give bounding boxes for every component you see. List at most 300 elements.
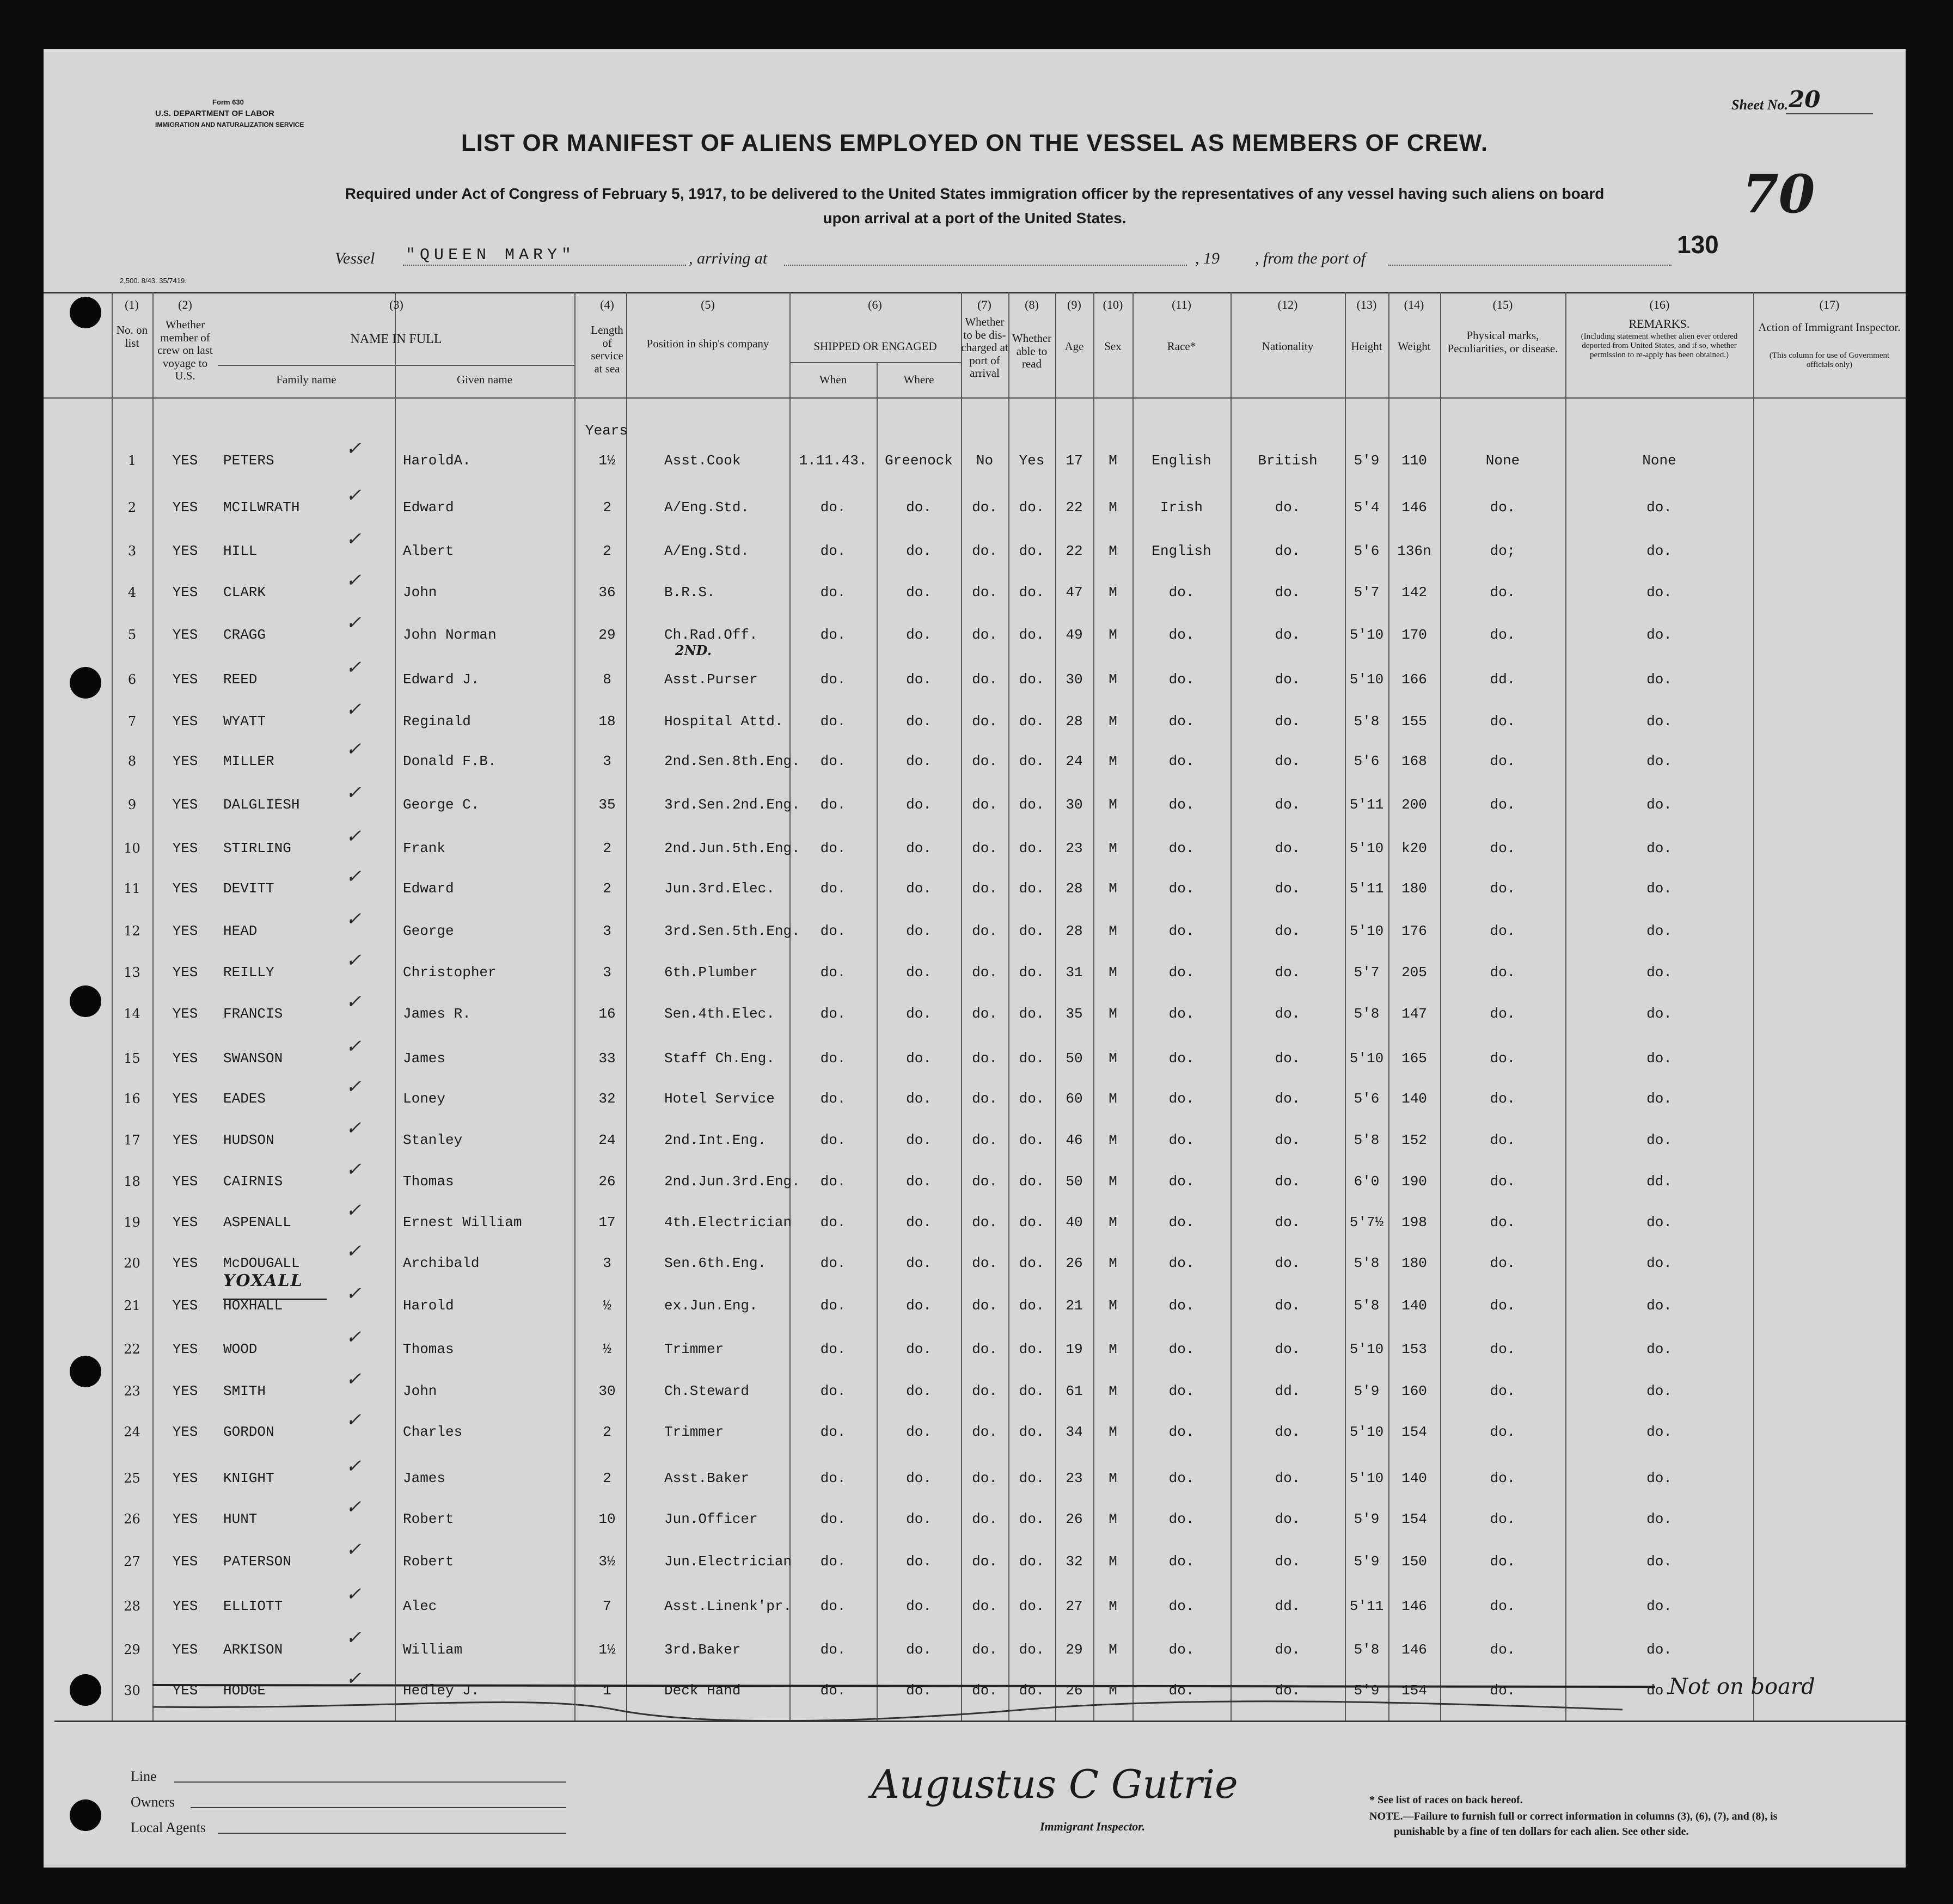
member-cell: YES <box>172 1511 198 1527</box>
row-number: 2 <box>127 500 137 515</box>
remarks-cell: do. <box>1646 1682 1672 1699</box>
hdr-remarks: REMARKS. <box>1628 317 1690 330</box>
position-cell: Sen.4th.Elec. <box>664 1006 775 1022</box>
check-mark-icon: ✓ <box>346 866 362 887</box>
when-cell: do. <box>820 1642 846 1658</box>
nationality-cell: do. <box>1275 1255 1301 1271</box>
length-cell: 2 <box>603 543 611 559</box>
hdr-able-read: Whether able to read <box>1012 332 1052 371</box>
hdr-given-name: Given name <box>456 373 513 386</box>
where-cell: do. <box>906 1682 932 1699</box>
page-number: 130 <box>1677 230 1719 259</box>
height-cell: 5'11 <box>1349 880 1384 897</box>
when-cell: do. <box>820 1598 846 1614</box>
height-cell: 5'4 <box>1354 499 1380 516</box>
race-cell: do. <box>1168 1511 1195 1527</box>
where-cell: do. <box>906 543 932 559</box>
length-cell: 32 <box>598 1091 616 1107</box>
age-cell: 61 <box>1066 1383 1083 1399</box>
race-cell: do. <box>1168 797 1195 813</box>
length-cell: 3 <box>603 923 611 939</box>
weight-cell: 168 <box>1401 753 1427 769</box>
length-cell: 10 <box>598 1511 616 1527</box>
race-cell: do. <box>1168 923 1195 939</box>
member-cell: YES <box>172 1470 198 1486</box>
race-cell: do. <box>1168 671 1195 688</box>
member-cell: YES <box>172 1091 198 1107</box>
length-cell: 2 <box>603 499 611 516</box>
family-name-cell: HUDSON <box>223 1132 274 1148</box>
member-cell: YES <box>172 1214 198 1230</box>
position-cell: Asst.Cook <box>664 452 741 469</box>
subtitle-line-2: upon arrival at a port of the United States. <box>823 210 1127 226</box>
family-name-cell: CLARK <box>223 584 266 601</box>
row-number: 22 <box>124 1342 140 1357</box>
check-mark-icon: ✓ <box>346 1539 362 1560</box>
row-number: 6 <box>127 672 137 687</box>
physical-cell: do. <box>1490 1297 1516 1314</box>
given-name-cell: Edward J. <box>403 671 480 688</box>
length-cell: 3 <box>603 753 611 769</box>
family-name-cell: HUNT <box>223 1511 258 1527</box>
remarks-cell: do. <box>1646 753 1672 769</box>
family-name-cell: WYATT <box>223 713 266 730</box>
row-number: 14 <box>124 1006 140 1021</box>
physical-cell: do. <box>1490 1424 1516 1440</box>
remarks-cell: None <box>1642 452 1676 469</box>
age-cell: 49 <box>1066 627 1083 643</box>
remarks-cell: do. <box>1646 1006 1672 1022</box>
position-cell: ex.Jun.Eng. <box>664 1297 758 1314</box>
when-cell: do. <box>820 584 846 601</box>
weight-cell: 160 <box>1401 1383 1427 1399</box>
column-number: (16) <box>1649 298 1670 311</box>
age-cell: 24 <box>1066 753 1083 769</box>
check-mark-icon: ✓ <box>346 1283 362 1305</box>
department: U.S. DEPARTMENT OF LABOR <box>155 109 274 118</box>
member-cell: YES <box>172 1050 198 1067</box>
nationality-cell: dd. <box>1275 1383 1301 1399</box>
family-name-cell: HOXHALL <box>223 1297 283 1314</box>
position-cell: A/Eng.Std. <box>664 543 750 559</box>
position-cell: 2nd.Jun.3rd.Eng. <box>664 1173 800 1190</box>
height-cell: 5'10 <box>1349 1470 1384 1486</box>
nationality-cell: do. <box>1275 671 1301 688</box>
discharged-cell: do. <box>972 880 997 897</box>
age-cell: 23 <box>1066 840 1083 856</box>
physical-cell: dd. <box>1490 671 1516 688</box>
row-number: 28 <box>124 1599 140 1614</box>
member-cell: YES <box>172 584 198 601</box>
vessel-name: "QUEEN MARY" <box>406 246 576 265</box>
column-number: (3) <box>389 298 403 311</box>
where-cell: do. <box>906 1050 932 1067</box>
given-name-cell: Reginald <box>403 713 471 730</box>
check-mark-icon: ✓ <box>346 1668 362 1689</box>
position-cell: 2nd.Int.Eng. <box>664 1132 767 1148</box>
row-number: 17 <box>124 1132 140 1148</box>
member-cell: YES <box>172 1598 198 1614</box>
member-cell: YES <box>172 499 198 516</box>
discharged-cell: do. <box>972 543 997 559</box>
physical-cell: do. <box>1490 584 1516 601</box>
physical-cell: do. <box>1490 1341 1516 1357</box>
remarks-cell: do. <box>1646 797 1672 813</box>
height-cell: 5'9 <box>1354 1682 1380 1699</box>
height-cell: 5'9 <box>1354 452 1380 469</box>
remarks-cell: do. <box>1646 671 1672 688</box>
member-cell: YES <box>172 923 198 939</box>
column-number: (4) <box>600 298 614 311</box>
age-cell: 26 <box>1066 1511 1083 1527</box>
where-cell: do. <box>906 1132 932 1148</box>
when-cell: do. <box>820 1341 846 1357</box>
margin-note: 70 <box>1742 163 1815 225</box>
weight-cell: 180 <box>1401 1255 1427 1271</box>
age-cell: 21 <box>1066 1297 1083 1314</box>
given-name-cell: Loney <box>403 1091 446 1107</box>
sex-cell: M <box>1109 627 1117 643</box>
given-name-cell: Robert <box>403 1511 454 1527</box>
member-cell: YES <box>172 713 198 730</box>
hdr-nationality: Nationality <box>1262 340 1314 353</box>
where-cell: do. <box>906 1511 932 1527</box>
row-number: 10 <box>124 841 140 856</box>
hdr-family-name: Family name <box>276 373 336 386</box>
nationality-cell: do. <box>1275 1341 1301 1357</box>
race-cell: do. <box>1168 1006 1195 1022</box>
check-mark-icon: ✓ <box>346 1076 362 1098</box>
when-cell: do. <box>820 753 846 769</box>
position-cell: 3rd.Baker <box>664 1642 741 1658</box>
where-cell: do. <box>906 1383 932 1399</box>
age-cell: 27 <box>1066 1598 1083 1614</box>
check-mark-icon: ✓ <box>346 908 362 930</box>
height-cell: 5'10 <box>1349 1424 1384 1440</box>
height-cell: 5'10 <box>1349 1341 1384 1357</box>
discharged-cell: do. <box>972 923 997 939</box>
length-cell: 16 <box>598 1006 616 1022</box>
position-cell: A/Eng.Std. <box>664 499 750 516</box>
sex-cell: M <box>1109 1050 1117 1067</box>
nationality-cell: do. <box>1275 880 1301 897</box>
nationality-cell: do. <box>1275 923 1301 939</box>
nationality-cell: do. <box>1275 964 1301 981</box>
height-cell: 5'10 <box>1349 671 1384 688</box>
row-number: 8 <box>127 754 137 769</box>
column-number: (9) <box>1067 298 1081 311</box>
position-cell: Staff Ch.Eng. <box>664 1050 775 1067</box>
member-cell: YES <box>172 1173 198 1190</box>
member-cell: YES <box>172 543 198 559</box>
row-number: 11 <box>124 881 140 896</box>
height-cell: 5'10 <box>1349 1050 1384 1067</box>
member-cell: YES <box>172 1006 198 1022</box>
when-cell: do. <box>820 1255 846 1271</box>
hdr-discharged: Whether to be dis-charged at port of arrival <box>961 315 1008 380</box>
weight-cell: 146 <box>1401 499 1427 516</box>
position-cell: 2nd.Jun.5th.Eng. <box>664 840 800 856</box>
row-number: 27 <box>124 1554 140 1569</box>
hdr-race: Race* <box>1167 340 1196 353</box>
read-cell: do. <box>1019 840 1045 856</box>
check-mark-icon: ✓ <box>346 738 362 760</box>
height-cell: 5'8 <box>1354 713 1380 730</box>
physical-cell: do. <box>1490 880 1516 897</box>
physical-cell: do. <box>1490 923 1516 939</box>
weight-cell: 140 <box>1401 1297 1427 1314</box>
print-code: 2,500. 8/43. 35/7419. <box>120 277 187 285</box>
when-cell: 1.11.43. <box>799 452 867 469</box>
sex-cell: M <box>1109 1553 1117 1570</box>
given-name-cell: James R. <box>403 1006 471 1022</box>
physical-cell: do. <box>1490 1383 1516 1399</box>
weight-cell: 150 <box>1401 1553 1427 1570</box>
age-cell: 22 <box>1066 499 1083 516</box>
read-cell: do. <box>1019 753 1045 769</box>
check-mark-icon: ✓ <box>346 825 362 847</box>
length-cell: 1 <box>603 1682 611 1699</box>
remarks-cell: do. <box>1646 1553 1672 1570</box>
race-cell: do. <box>1168 1173 1195 1190</box>
nationality-cell: do. <box>1275 1682 1301 1699</box>
length-cell: ½ <box>603 1297 611 1314</box>
discharged-cell: do. <box>972 1383 997 1399</box>
given-name-cell: James <box>403 1470 446 1486</box>
read-cell: do. <box>1019 1553 1045 1570</box>
race-cell: do. <box>1168 1341 1195 1357</box>
hdr-weight: Weight <box>1398 340 1431 353</box>
check-mark-icon: ✓ <box>346 1409 362 1431</box>
where-cell: do. <box>906 1424 932 1440</box>
hdr-length-service: Length of service at sea <box>591 323 623 375</box>
remarks-cell: do. <box>1646 840 1672 856</box>
age-cell: 26 <box>1066 1255 1083 1271</box>
check-mark-icon: ✓ <box>346 1240 362 1262</box>
nationality-cell: do. <box>1275 1173 1301 1190</box>
read-cell: do. <box>1019 1132 1045 1148</box>
member-cell: YES <box>172 1553 198 1570</box>
discharged-cell: No <box>976 452 994 469</box>
given-name-cell: William <box>403 1642 463 1658</box>
sex-cell: M <box>1109 452 1117 469</box>
name-strike <box>223 1299 327 1300</box>
family-name-cell: ARKISON <box>223 1642 283 1658</box>
year-label: , 19 <box>1195 249 1220 267</box>
given-name-cell: Ernest William <box>403 1214 522 1230</box>
strike-lines <box>44 49 1906 1868</box>
sex-cell: M <box>1109 1255 1117 1271</box>
where-cell: do. <box>906 1598 932 1614</box>
sex-cell: M <box>1109 1598 1117 1614</box>
hdr-height: Height <box>1351 340 1382 353</box>
weight-cell: 142 <box>1401 584 1427 601</box>
discharged-cell: do. <box>972 840 997 856</box>
physical-cell: do. <box>1490 1006 1516 1022</box>
race-cell: Irish <box>1160 499 1203 516</box>
length-cell: 26 <box>598 1173 616 1190</box>
length-cell: 8 <box>603 671 611 688</box>
row-number: 24 <box>124 1424 140 1440</box>
row-number: 4 <box>127 585 137 600</box>
family-name-cell: SWANSON <box>223 1050 283 1067</box>
discharged-cell: do. <box>972 1553 997 1570</box>
discharged-cell: do. <box>972 713 997 730</box>
where-cell: do. <box>906 1091 932 1107</box>
where-cell: Greenock <box>885 452 953 469</box>
family-name-cell: McDOUGALL <box>223 1255 300 1271</box>
inspector-signature: Augustus C Gutrie <box>871 1761 1238 1807</box>
hdr-sex: Sex <box>1104 340 1122 353</box>
weight-cell: 140 <box>1401 1091 1427 1107</box>
length-cell: 3 <box>603 964 611 981</box>
position-cell: Jun.3rd.Elec. <box>664 880 775 897</box>
read-cell: do. <box>1019 1383 1045 1399</box>
hdr-remarks-note: (Including statement whether alien ever ordered deported from United States, and if so, whether permission to re-apply has been obtained.) <box>1581 332 1738 359</box>
physical-cell: do. <box>1490 1553 1516 1570</box>
when-cell: do. <box>820 499 846 516</box>
height-cell: 5'10 <box>1349 627 1384 643</box>
given-name-cell: Charles <box>403 1424 463 1440</box>
row-number: 12 <box>124 923 140 939</box>
read-cell: do. <box>1019 880 1045 897</box>
when-cell: do. <box>820 1424 846 1440</box>
physical-cell: do. <box>1490 1214 1516 1230</box>
member-cell: YES <box>172 1341 198 1357</box>
height-cell: 5'11 <box>1349 797 1384 813</box>
nationality-cell: do. <box>1275 627 1301 643</box>
family-name-cell: REED <box>223 671 258 688</box>
age-cell: 23 <box>1066 1470 1083 1486</box>
where-cell: do. <box>906 797 932 813</box>
family-name-cell: MILLER <box>223 753 274 769</box>
read-cell: do. <box>1019 1050 1045 1067</box>
remarks-cell: do. <box>1646 1341 1672 1357</box>
when-cell: do. <box>820 923 846 939</box>
given-name-cell: Alec <box>403 1598 437 1614</box>
physical-cell: do. <box>1490 964 1516 981</box>
member-cell: YES <box>172 797 198 813</box>
row-number: 19 <box>124 1215 140 1230</box>
read-cell: do. <box>1019 499 1045 516</box>
sex-cell: M <box>1109 880 1117 897</box>
length-cell: 2 <box>603 880 611 897</box>
weight-cell: 136n <box>1397 543 1431 559</box>
hdr-action: Action of Immigrant Inspector. <box>1758 321 1901 334</box>
row-number: 3 <box>127 543 137 559</box>
height-cell: 5'10 <box>1349 840 1384 856</box>
when-cell: do. <box>820 543 846 559</box>
nationality-cell: do. <box>1275 1511 1301 1527</box>
age-cell: 50 <box>1066 1050 1083 1067</box>
family-name-cell: DALGLIESH <box>223 797 300 813</box>
column-number: (6) <box>868 298 882 311</box>
column-number: (15) <box>1492 298 1513 311</box>
read-cell: do. <box>1019 1424 1045 1440</box>
height-cell: 5'6 <box>1354 543 1380 559</box>
age-cell: 34 <box>1066 1424 1083 1440</box>
fine-note-2: punishable by a fine of ten dollars for each alien. See other side. <box>1394 1826 1689 1838</box>
age-cell: 47 <box>1066 584 1083 601</box>
discharged-cell: do. <box>972 627 997 643</box>
when-cell: do. <box>820 627 846 643</box>
length-cell: ½ <box>603 1341 611 1357</box>
read-cell: do. <box>1019 1511 1045 1527</box>
weight-cell: 166 <box>1401 671 1427 688</box>
row-number: 16 <box>124 1091 140 1106</box>
row-number: 20 <box>124 1256 140 1271</box>
hdr-name-in-full: NAME IN FULL <box>350 332 442 346</box>
remarks-cell: do. <box>1646 1470 1672 1486</box>
physical-cell: do. <box>1490 713 1516 730</box>
agents-label: Local Agents <box>131 1820 206 1835</box>
weight-cell: 140 <box>1401 1470 1427 1486</box>
remarks-cell: do. <box>1646 1383 1672 1399</box>
given-name-cell: James <box>403 1050 446 1067</box>
page-title: LIST OR MANIFEST OF ALIENS EMPLOYED ON THE VESSEL AS MEMBERS OF CREW. <box>461 130 1489 156</box>
check-mark-icon: ✓ <box>346 1627 362 1649</box>
age-cell: 28 <box>1066 713 1083 730</box>
family-name-cell: STIRLING <box>223 840 291 856</box>
discharged-cell: do. <box>972 1006 997 1022</box>
remarks-cell: do. <box>1646 1424 1672 1440</box>
weight-cell: 154 <box>1401 1682 1427 1699</box>
position-cell: Trimmer <box>664 1424 724 1440</box>
height-cell: 5'6 <box>1354 1091 1380 1107</box>
height-cell: 5'7½ <box>1349 1214 1384 1230</box>
nationality-cell: do. <box>1275 1091 1301 1107</box>
position-cell: Asst.Purser <box>664 671 758 688</box>
family-name-cell: GORDON <box>223 1424 274 1440</box>
sex-cell: M <box>1109 1511 1117 1527</box>
age-cell: 31 <box>1066 964 1083 981</box>
position-cell: 3rd.Sen.2nd.Eng. <box>664 797 800 813</box>
given-name-cell: Donald F.B. <box>403 753 497 769</box>
remarks-cell: do. <box>1646 1091 1672 1107</box>
member-cell: YES <box>172 840 198 856</box>
row-number: 5 <box>127 627 137 642</box>
where-cell: do. <box>906 1255 932 1271</box>
sheet-label: Sheet No. <box>1731 97 1788 113</box>
weight-cell: 147 <box>1401 1006 1427 1022</box>
column-number: (8) <box>1025 298 1039 311</box>
hdr-age: Age <box>1064 340 1084 353</box>
agents-underline <box>218 1833 566 1834</box>
column-number: (12) <box>1277 298 1298 311</box>
read-cell: do. <box>1019 923 1045 939</box>
check-mark-icon: ✓ <box>346 528 362 550</box>
remarks-cell: do. <box>1646 923 1672 939</box>
weight-cell: 146 <box>1401 1642 1427 1658</box>
when-cell: do. <box>820 1091 846 1107</box>
age-cell: 28 <box>1066 880 1083 897</box>
physical-cell: do. <box>1490 627 1516 643</box>
where-cell: do. <box>906 1006 932 1022</box>
nationality-cell: do. <box>1275 1006 1301 1022</box>
age-cell: 30 <box>1066 671 1083 688</box>
check-mark-icon: ✓ <box>346 612 362 634</box>
race-cell: do. <box>1168 840 1195 856</box>
member-cell: YES <box>172 1297 198 1314</box>
given-name-cell: Hedley J. <box>403 1682 480 1699</box>
read-cell: do. <box>1019 671 1045 688</box>
sex-cell: M <box>1109 584 1117 601</box>
position-cell: B.R.S. <box>664 584 715 601</box>
where-cell: do. <box>906 1341 932 1357</box>
race-cell: do. <box>1168 584 1195 601</box>
service: IMMIGRATION AND NATURALIZATION SERVICE <box>155 121 304 128</box>
read-cell: do. <box>1019 1341 1045 1357</box>
